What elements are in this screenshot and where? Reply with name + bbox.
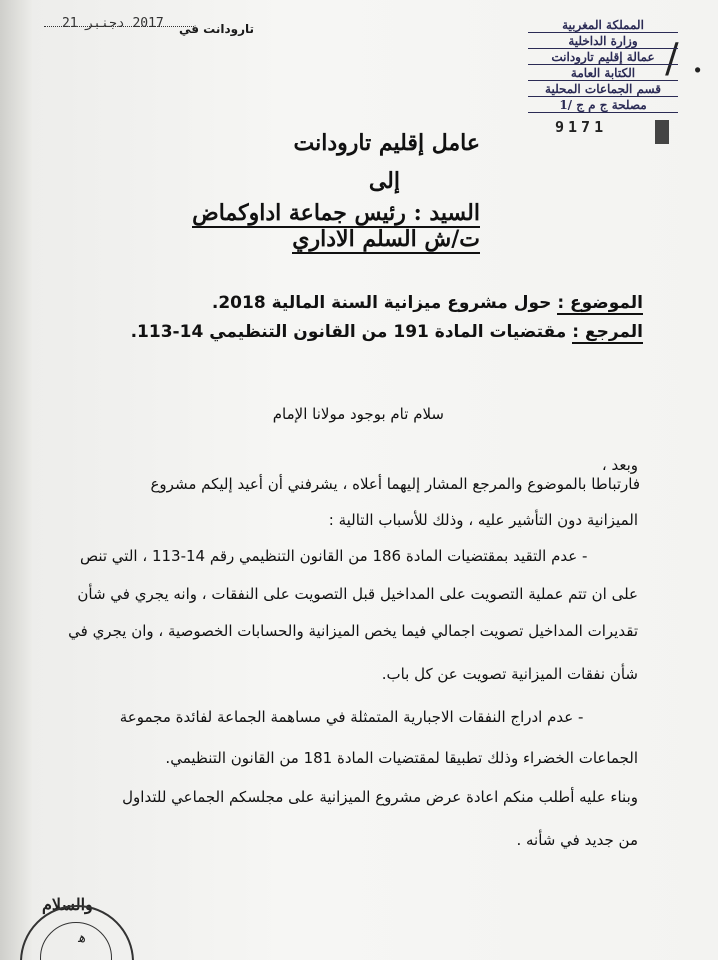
to-word: إلى — [368, 168, 400, 194]
closing-salutation: والسلام — [42, 895, 93, 914]
conclusion-line: من جديد في شأنه . — [516, 831, 638, 849]
bullet-dash: - — [578, 708, 584, 726]
recipient-title — [192, 200, 480, 226]
greeting: سلام تام بوجود مولانا الإمام — [272, 405, 444, 423]
bullet-dash: - — [582, 547, 588, 565]
handwritten-date: 2017 دجنبر 21 — [62, 16, 164, 31]
reason-1-line: تقديرات المداخيل تصويت اجمالي فيما يخص الميزانية والحسابات الخصوصية ، وان يجري في — [68, 622, 638, 640]
registration-number: 9171 — [555, 118, 608, 136]
sender-title: عامل إقليم تارودانت — [293, 130, 480, 156]
reason-2-line: الجماعات الخضراء وذلك تطبيقا لمقتضيات المادة 181 من القانون التنظيمي. — [165, 749, 638, 767]
body-paragraph-line: فارتباطا بالموضوع والمرجع المشار إليهما أعلاه ، يشرفني أن أعيد إليكم مشروع — [150, 475, 640, 493]
reason-1-line: على ان تتم عملية التصويت على المداخيل قبل التصويت على النفقات ، وانه يجري في شأن — [77, 585, 638, 603]
margin-mark: / . — [665, 36, 704, 82]
reason-2-first-line — [0, 708, 638, 726]
recipient-text: السيد : رئيس جماعة اداوكماض — [192, 200, 480, 226]
institution-line: مصلحة ج م ج /1 — [528, 98, 678, 113]
body-paragraph-line: الميزانية دون التأشير عليه ، وذلك للأسباب التالية : — [328, 511, 638, 529]
institution-line: المملكة المغربية — [528, 18, 678, 33]
recipient-channel — [292, 226, 480, 252]
reason-1-first-line — [80, 547, 642, 565]
subject-text: حول مشروع ميزانية السنة المالية 2018. — [211, 293, 552, 313]
conclusion-line: وبناء عليه أطلب منكم اعادة عرض مشروع الميزانية على مجلسكم الجماعي للتداول — [122, 788, 638, 806]
place-date-line — [44, 16, 254, 40]
reason-1-text: عدم التقيد بمقتضيات المادة 186 من القانون التنظيمي رقم 14-113 ، التي تنص — [79, 547, 578, 565]
reference-text: مقتضيات المادة 191 من القانون التنظيمي 14-113. — [130, 322, 567, 342]
institution-line: عمالة إقليم تارودانت — [528, 50, 678, 65]
body-opening: وبعد ، — [601, 456, 638, 474]
place-date-label: تارودانت في — [178, 22, 254, 36]
institution-header — [528, 18, 678, 114]
subject-line — [212, 293, 643, 313]
channel-text: ت/ش السلم الاداري — [292, 226, 480, 252]
reason-1-line: شأن نفقات الميزانية تصويت عن كل باب. — [381, 665, 638, 683]
reason-2-text: عدم ادراج النفقات الاجبارية المتمثلة في مساهمة الجماعة لفائدة مجموعة — [119, 708, 574, 726]
institution-line: قسم الجماعات المحلية — [528, 82, 678, 97]
subject-label: الموضوع : — [557, 293, 643, 313]
signature-mark: ﻫ — [78, 930, 86, 946]
registration-stamp-mark — [655, 120, 669, 144]
reference-label: المرجع : — [572, 322, 643, 342]
institution-line: وزارة الداخلية — [528, 34, 678, 49]
reference-line — [131, 322, 643, 342]
institution-line: الكتابة العامة — [528, 66, 678, 81]
